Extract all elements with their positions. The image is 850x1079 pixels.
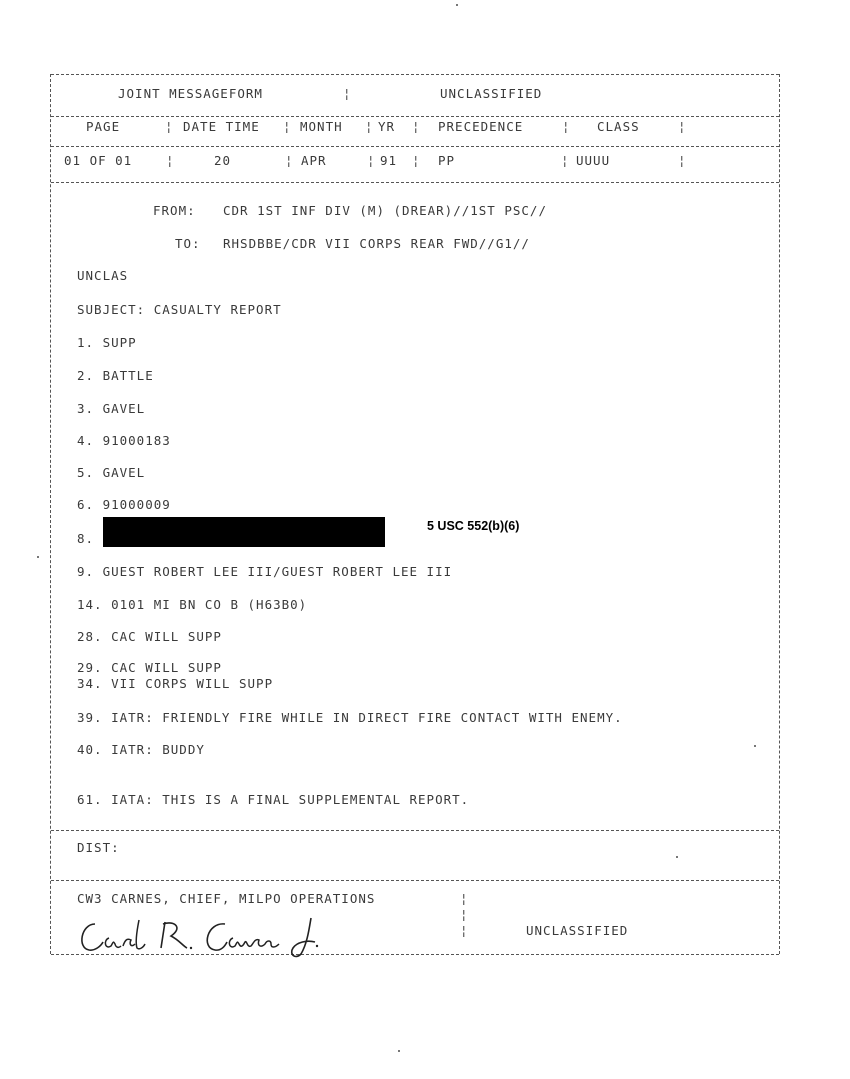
val-date-time: 20 bbox=[214, 153, 232, 168]
redaction-note: 5 USC 552(b)(6) bbox=[427, 519, 520, 533]
separator: ¦ bbox=[412, 119, 420, 134]
item-6: 6. 91000009 bbox=[77, 497, 171, 512]
col-yr: YR bbox=[378, 119, 396, 134]
scan-speck bbox=[37, 556, 39, 558]
val-page: 01 OF 01 bbox=[64, 153, 133, 168]
subject-line: SUBJECT: CASUALTY REPORT bbox=[77, 302, 282, 317]
item-40: 40. IATR: BUDDY bbox=[77, 742, 205, 757]
separator: ¦ bbox=[678, 153, 686, 168]
item-34: 34. VII CORPS WILL SUPP bbox=[77, 676, 274, 691]
val-month: APR bbox=[301, 153, 327, 168]
item-4: 4. 91000183 bbox=[77, 433, 171, 448]
from-label: FROM: bbox=[153, 203, 196, 218]
separator: ¦ bbox=[460, 923, 468, 938]
separator: ¦ bbox=[367, 153, 375, 168]
val-yr: 91 bbox=[380, 153, 398, 168]
item-3: 3. GAVEL bbox=[77, 401, 146, 416]
item-28: 28. CAC WILL SUPP bbox=[77, 629, 222, 644]
separator: ¦ bbox=[460, 891, 468, 906]
item-8: 8. bbox=[77, 531, 95, 546]
column-divider bbox=[51, 146, 779, 147]
col-date-time: DATE TIME bbox=[183, 119, 260, 134]
val-precedence: PP bbox=[438, 153, 456, 168]
item-14: 14. 0101 MI BN CO B (H63B0) bbox=[77, 597, 308, 612]
header-classification: UNCLASSIFIED bbox=[440, 86, 543, 101]
separator: ¦ bbox=[562, 119, 570, 134]
item-29: 29. CAC WILL SUPP bbox=[77, 660, 222, 675]
dist-divider bbox=[51, 830, 779, 831]
scan-speck bbox=[676, 856, 678, 858]
unclas-line: UNCLAS bbox=[77, 268, 129, 283]
top-border bbox=[51, 74, 779, 75]
footer-classification: UNCLASSIFIED bbox=[526, 923, 629, 938]
scan-speck bbox=[456, 4, 458, 6]
handwritten-signature bbox=[75, 910, 335, 960]
separator: ¦ bbox=[561, 153, 569, 168]
redaction-bar bbox=[103, 517, 385, 547]
item-1: 1. SUPP bbox=[77, 335, 137, 350]
item-5: 5. GAVEL bbox=[77, 465, 146, 480]
signer-line: CW3 CARNES, CHIEF, MILPO OPERATIONS bbox=[77, 891, 376, 906]
to-label: TO: bbox=[175, 236, 201, 251]
from-value: CDR 1ST INF DIV (M) (DREAR)//1ST PSC// bbox=[223, 203, 547, 218]
form-name: JOINT MESSAGEFORM bbox=[118, 86, 263, 101]
separator: ¦ bbox=[285, 153, 293, 168]
signer-divider bbox=[51, 880, 779, 881]
separator: ¦ bbox=[412, 153, 420, 168]
col-month: MONTH bbox=[300, 119, 343, 134]
scan-speck bbox=[398, 1050, 400, 1052]
col-precedence: PRECEDENCE bbox=[438, 119, 524, 134]
to-value: RHSDBBE/CDR VII CORPS REAR FWD//G1// bbox=[223, 236, 530, 251]
item-61: 61. IATA: THIS IS A FINAL SUPPLEMENTAL REPORT. bbox=[77, 792, 470, 807]
item-9: 9. GUEST ROBERT LEE III/GUEST ROBERT LEE III bbox=[77, 564, 453, 579]
separator: ¦ bbox=[283, 119, 291, 134]
header-divider bbox=[51, 116, 779, 117]
item-39: 39. IATR: FRIENDLY FIRE WHILE IN DIRECT FIRE CONTACT WITH ENEMY. bbox=[77, 710, 623, 725]
scan-speck bbox=[754, 745, 756, 747]
dist-label: DIST: bbox=[77, 840, 120, 855]
item-2: 2. BATTLE bbox=[77, 368, 154, 383]
separator: ¦ bbox=[166, 153, 174, 168]
col-class: CLASS bbox=[597, 119, 640, 134]
val-class: UUUU bbox=[576, 153, 611, 168]
values-divider bbox=[51, 182, 779, 183]
separator: ¦ bbox=[678, 119, 686, 134]
separator: ¦ bbox=[343, 86, 351, 101]
separator: ¦ bbox=[460, 907, 468, 922]
separator: ¦ bbox=[165, 119, 173, 134]
separator: ¦ bbox=[365, 119, 373, 134]
col-page: PAGE bbox=[86, 119, 121, 134]
